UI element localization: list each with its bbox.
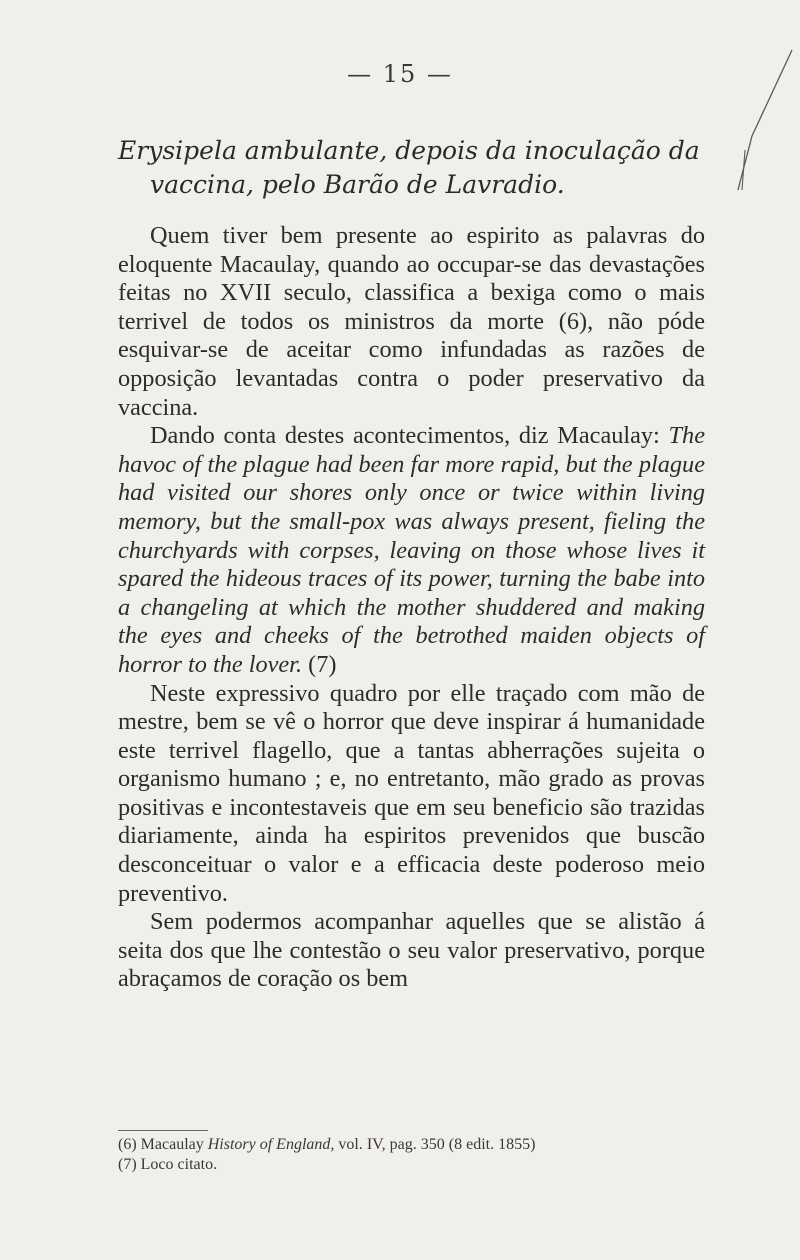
body-text bbox=[118, 222, 705, 994]
paragraph-1: Quem tiver bem presente ao espirito as palavras do eloquente Macaulay, quando ao occupar-se das devastações feitas no XVII seculo, classifica a bexiga como o mais terrivel de todos os ministros da morte (6), não póde esquivar-se de aceitar como infundadas as razões de opposição levantadas contra o poder preservativo da vaccina. bbox=[118, 222, 705, 421]
footnote-6: (6) Macaulay History of England, vol. IV, pag. 350 (8 edit. 1855) bbox=[118, 1136, 536, 1153]
footnote-rule bbox=[118, 1130, 208, 1131]
pencil-margin-mark bbox=[690, 40, 800, 220]
paragraph-3: Neste expressivo quadro por elle traçado com mão de mestre, bem se vê o horror que deve inspirar á humanidade este terrivel flagello, que a tantas abherrações sujeita o organismo humano ; e, no entretanto, mão grado as provas positivas e incontestaveis que em seu beneficio são trazidas diariamente, ainda ha espiritos prevenidos que buscão desconceituar o valor e a efficacia deste poderoso meio preventivo. bbox=[118, 679, 705, 907]
footnote-ref-7: (7) bbox=[308, 650, 337, 678]
footnotes bbox=[118, 1130, 708, 1175]
paragraph-2-intro: Dando conta destes acontecimentos, diz Macaulay: bbox=[150, 422, 660, 450]
page-number: — 15 — bbox=[347, 60, 453, 88]
paragraph-4: Sem podermos acompanhar aquelles que se alistão á seita dos que lhe contestão o seu valor preservativo, porque abraçamos de coração os bem bbox=[118, 908, 705, 993]
macaulay-quote: The havoc of the plague had been far more rapid, but the plague had visited our shores only once or twice within living memory, but the small-pox was always present, fieling the churchyards with corpses, leaving on those whose lives it spared the hideous traces of its power, turning the babe into a changeling at which the mother shuddered and making the eyes and cheeks of the betrothed maiden objects of horror to the lover. bbox=[118, 422, 705, 678]
footnote-7: (7) Loco citato. bbox=[118, 1156, 218, 1173]
section-heading bbox=[118, 134, 703, 202]
heading-line-2: vaccina, pelo Barão de Lavradio. bbox=[150, 170, 565, 199]
paragraph-2 bbox=[118, 422, 705, 679]
heading-line-1: Erysipela ambulante, depois da inoculação da bbox=[118, 136, 700, 165]
